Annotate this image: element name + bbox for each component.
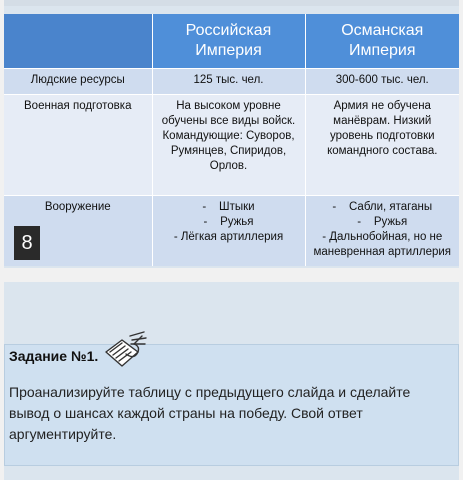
task-title: Задание №1. — [9, 348, 99, 364]
header-russia: Российская Империя — [152, 14, 305, 69]
cell-ottoman — [305, 196, 459, 267]
cell-line: обучены все виды войск. — [161, 115, 296, 127]
slide-number-badge: 8 — [14, 226, 40, 260]
comparison-table — [4, 14, 459, 266]
table-row — [4, 95, 459, 196]
cell-line: Орлов. — [209, 160, 248, 172]
cell-line: - Дальнобойная, но не — [322, 231, 443, 243]
row-label: Людские ресурсы — [4, 69, 152, 95]
cell-line: - Лёгкая артиллерия — [173, 231, 284, 243]
header-empty — [4, 14, 152, 69]
cell-line: - Ружья — [203, 216, 254, 228]
cell-line: уровень подготовки — [329, 130, 435, 142]
cell-russia — [152, 196, 305, 267]
table-header-row — [4, 14, 459, 69]
cell-ottoman — [305, 69, 459, 95]
cell-line: 300-600 тыс. чел. — [335, 74, 429, 86]
table-row — [4, 196, 459, 267]
task-text: Проанализируйте таблицу с предыдущего слайда и сделайте вывод о шансах каждой страны на победу. Свой ответ аргументируйте. — [9, 384, 411, 442]
cell-line: - Ружья — [357, 216, 408, 228]
top-strip — [4, 0, 459, 6]
cell-line: На высоком уровне — [176, 100, 281, 112]
cell-russia — [152, 69, 305, 95]
slide-bottom — [4, 282, 459, 480]
row-label: Вооружение — [4, 196, 152, 267]
cell-line: Командующие: Суворов, — [162, 130, 295, 142]
cell-line: маневренная артиллерия — [313, 246, 452, 258]
cell-line: Армия не обучена — [333, 100, 431, 112]
slide-top — [4, 0, 459, 268]
cell-russia — [152, 95, 305, 196]
writing-hand-icon — [100, 330, 148, 372]
table-row — [4, 69, 459, 95]
cell-line: Румянцев, Спиридов, — [170, 145, 287, 157]
header-ottoman: Османская Империя — [305, 14, 459, 69]
row-label: Военная подготовка — [4, 95, 152, 196]
cell-line: 125 тыс. чел. — [193, 74, 264, 86]
cell-line: манёврам. Низкий — [333, 115, 432, 127]
cell-ottoman — [305, 95, 459, 196]
cell-line: - Штыки — [202, 201, 255, 213]
cell-line: - Сабли, ятаганы — [332, 201, 433, 213]
cell-line: командного состава. — [327, 145, 438, 157]
